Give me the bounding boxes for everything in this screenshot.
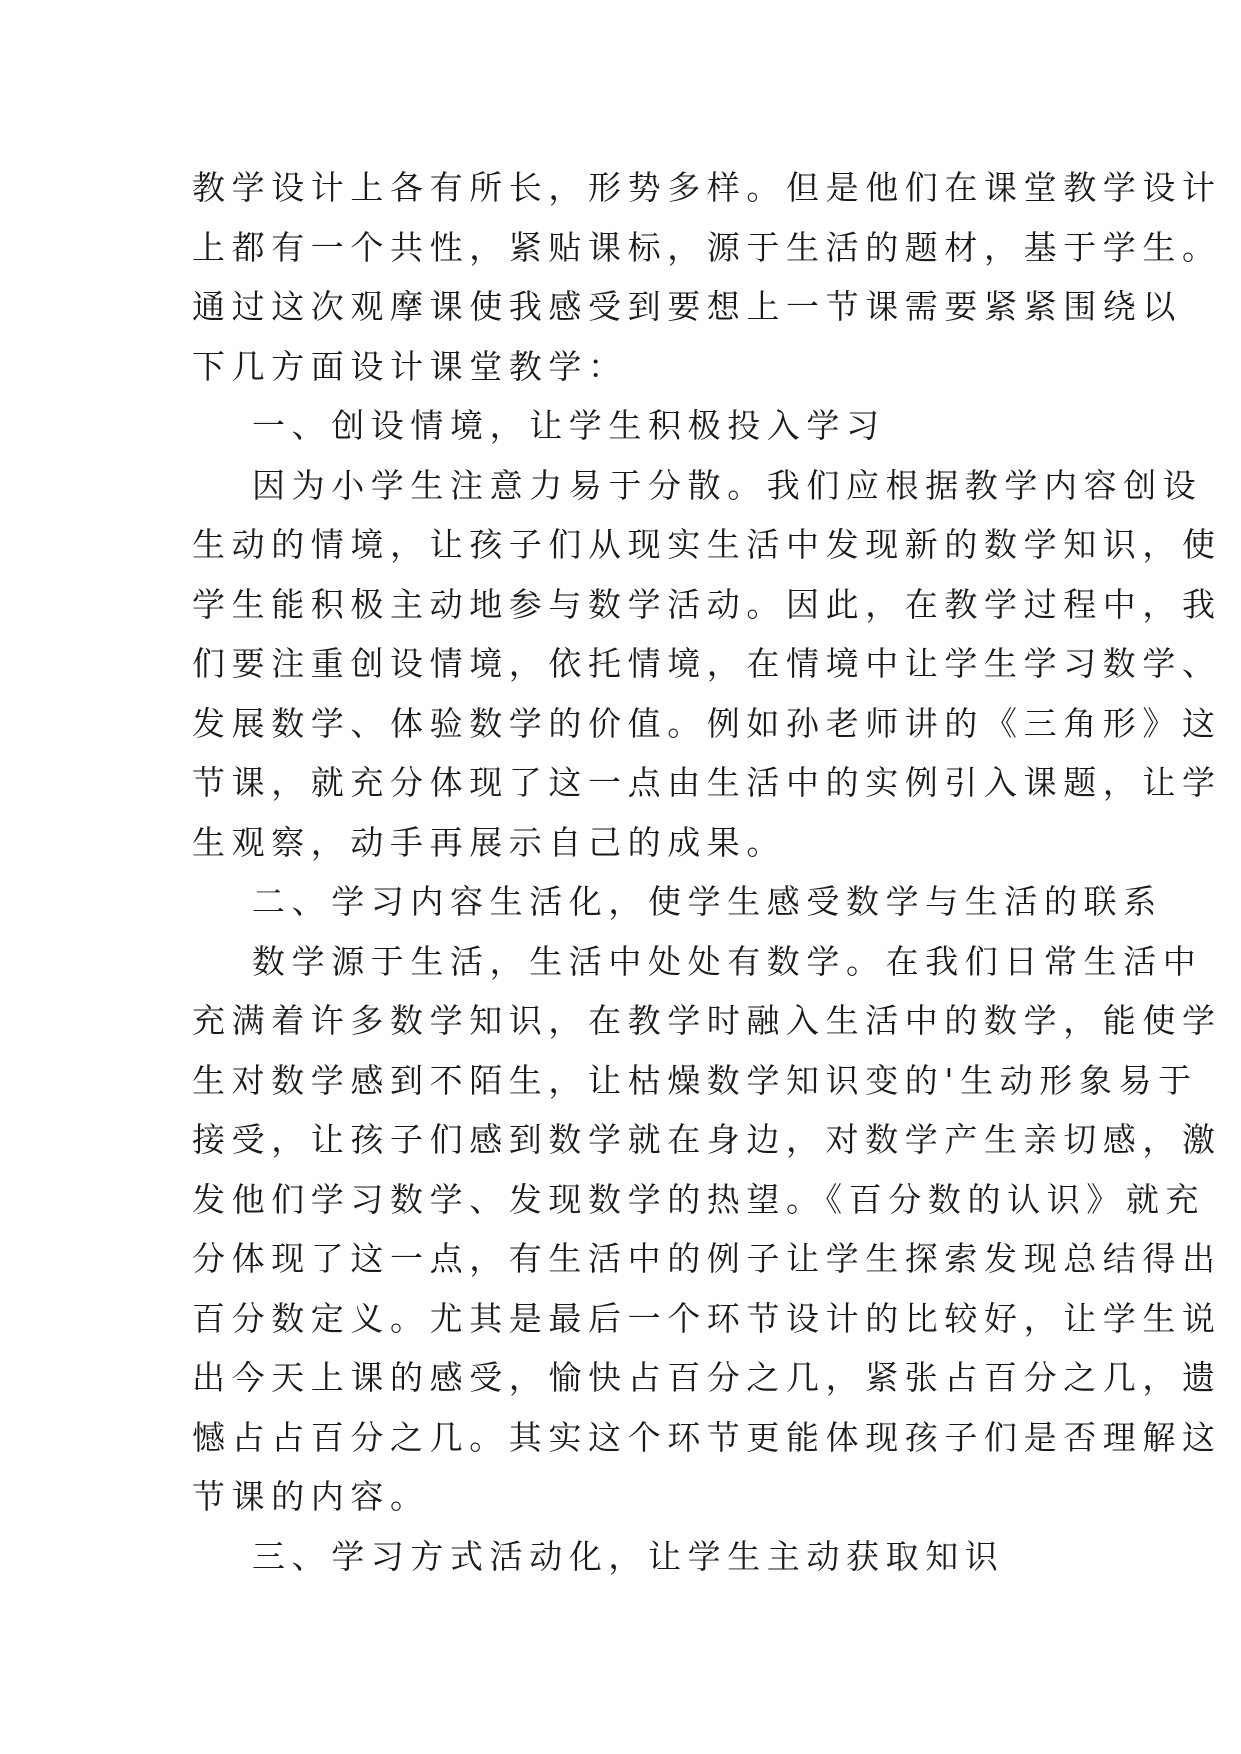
text-line: 下几方面设计课堂教学： <box>192 346 628 386</box>
heading-text: 一、创设情境，让学生积极投入学习 <box>252 406 886 445</box>
text-line: 通过这次观摩课使我感受到要想上一节课需要紧紧围绕以 <box>192 287 1182 326</box>
text-line: 教学设计上各有所长，形势多样。但是他们在课堂教学设计 <box>192 168 1222 207</box>
text-line: 们要注重创设情境，依托情境，在情境中让学生学习数学、 <box>192 644 1222 683</box>
text-line: 上都有一个共性，紧贴课标，源于生活的题材，基于学生。 <box>192 227 1222 267</box>
section-heading-2 <box>192 872 1163 932</box>
text-line: 生动的情境，让孩子们从现实生活中发现新的数学知识，使 <box>192 525 1222 564</box>
text-line: 数学源于生活，生活中处处有数学。在我们日常生活中 <box>252 941 1203 981</box>
text-line: 充满着许多数学知识，在教学时融入生活中的数学，能使学 <box>192 1001 1222 1040</box>
text-line: 百分数定义。尤其是最后一个环节设计的比较好，让学生说 <box>192 1298 1222 1338</box>
paragraph-section-2 <box>192 932 1222 1527</box>
text-line: 出今天上课的感受，愉快占百分之几，紧张占百分之几，遗 <box>192 1358 1222 1397</box>
heading-text: 二、学习内容生活化，使学生感受数学与生活的联系 <box>252 882 1163 921</box>
text-line: 分体现了这一点，有生活中的例子让学生探索发现总结得出 <box>192 1239 1222 1278</box>
section-heading-3 <box>192 1527 1052 1587</box>
heading-text: 三、学习方式活动化，让学生主动获取知识 <box>252 1536 1005 1576</box>
document-page <box>192 158 1222 1586</box>
text-line: 发展数学、体验数学的价值。例如孙老师讲的《三角形》这 <box>192 703 1222 743</box>
paragraph-intro <box>192 158 1222 396</box>
text-line: 接受，让孩子们感到数学就在身边，对数学产生亲切感，激 <box>192 1120 1222 1159</box>
text-line: 生观察，动手再展示自己的成果。 <box>192 822 786 862</box>
text-line: 节课，就充分体现了这一点由生活中的实例引入课题，让学 <box>192 763 1222 802</box>
text-line: 发他们学习数学、发现数学的热望。《百分数的认识》就充 <box>192 1179 1206 1219</box>
text-line: 节课的内容。 <box>192 1477 430 1516</box>
paragraph-section-1 <box>192 456 1222 873</box>
text-line: 学生能积极主动地参与数学活动。因此，在教学过程中，我 <box>192 584 1222 624</box>
text-line: 因为小学生注意力易于分散。我们应根据教学内容创设 <box>252 465 1203 505</box>
text-line: 生对数学感到不陌生，让枯燥数学知识变的'生动形象易于 <box>192 1060 1198 1100</box>
section-heading-1 <box>192 396 1052 456</box>
text-line: 憾占占百分之几。其实这个环节更能体现孩子们是否理解这 <box>192 1417 1222 1457</box>
